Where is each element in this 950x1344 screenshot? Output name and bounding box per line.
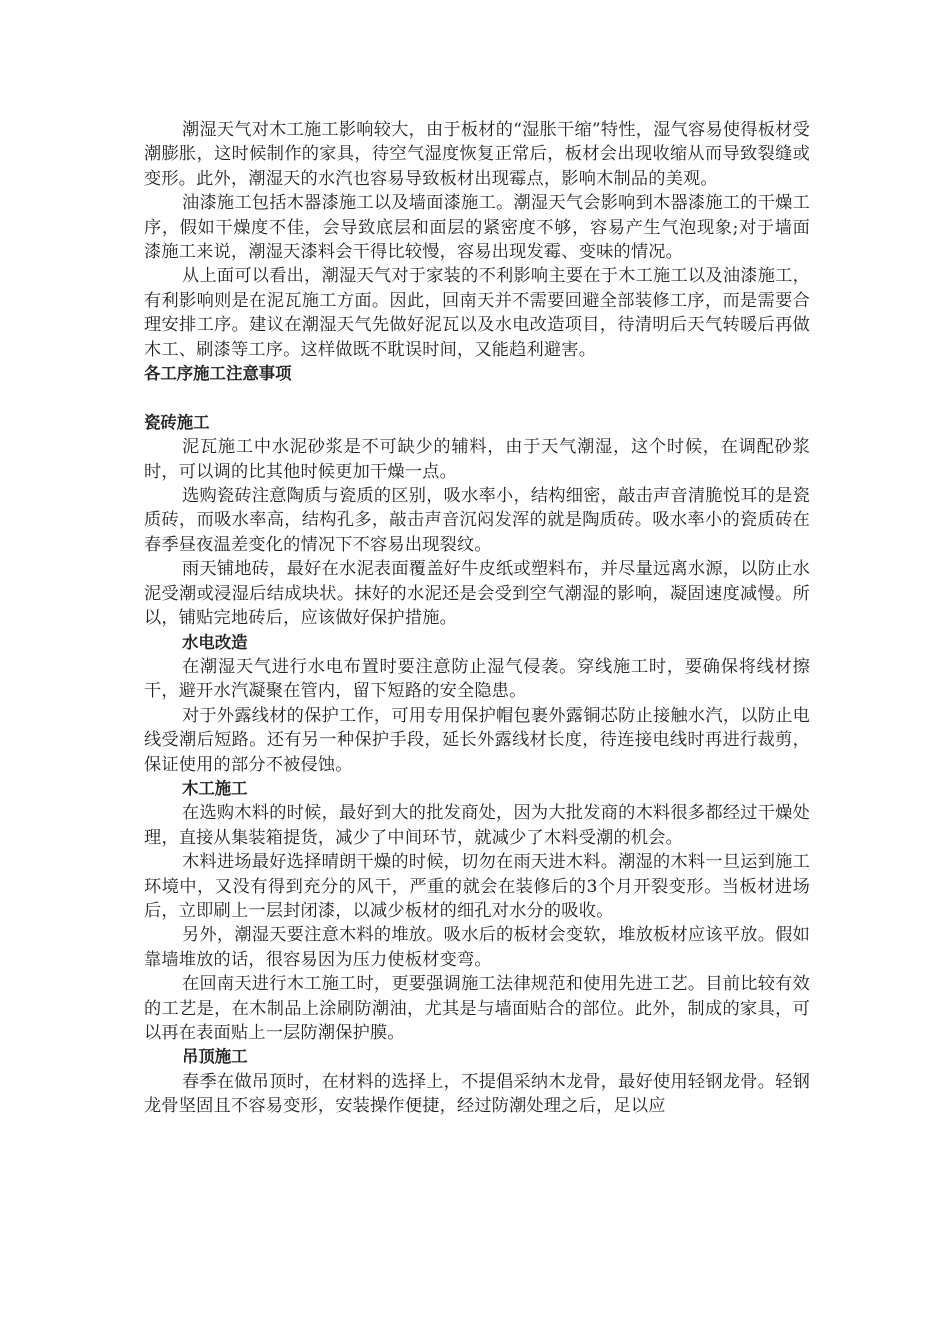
heading-carpentry: 木工施工 [182, 778, 248, 798]
paragraph: 另外，潮湿天要注意木料的堆放。吸水后的板材会变软，堆放板材应该平放。假如靠墙堆放的话，很容易因为压力使板材变弯。 [144, 925, 810, 970]
paragraph: 泥瓦施工中水泥砂浆是不可缺少的辅料，由于天气潮湿，这个时候，在调配砂浆时，可以调的比其他时候更加干燥一点。 [144, 437, 810, 482]
heading-plumbing: 水电改造 [182, 632, 248, 652]
paragraph: 在回南天进行木工施工时，更要强调施工法律规范和使用先进工艺。目前比较有效的工艺是，在木制品上涂刷防潮油，尤其是与墙面贴合的部位。此外，制成的家具，可以再在表面贴上一层防潮保护膜。 [144, 974, 810, 1044]
paragraph: 潮湿天气对木工施工影响较大，由于板材的“湿胀干缩”特性，湿气容易使得板材受潮膨胀，这时候制作的家具，待空气湿度恢复正常后，板材会出现收缩从而导致裂缝或变形。此外，潮湿天的水汽也容易导致板材出现霉点，影响木制品的美观。 [144, 120, 810, 189]
spacer [144, 386, 810, 410]
paragraph: 雨天铺地砖，最好在水泥表面覆盖好牛皮纸或塑料布，并尽量远离水源，以防止水泥受潮或浸湿后结成块状。抹好的水泥还是会受到空气潮湿的影响，凝固速度减慢。所以，铺贴完地砖后，应该做好保护措施。 [144, 559, 810, 629]
heading-tile: 瓷砖施工 [144, 412, 210, 432]
paragraph: 对于外露线材的保护工作，可用专用保护帽包裹外露铜芯防止接触水汽，以防止电线受潮后短路。还有另一种保护手段，延长外露线材长度，待连接电线时再进行裁剪，保证使用的部分不被侵蚀。 [144, 705, 810, 775]
paragraph: 木料进场最好选择晴朗干燥的时候，切勿在雨天进木料。潮湿的木料一旦运到施工环境中，又没有得到充分的风干，严重的就会在装修后的3个月开裂变形。当板材进场后，立即刷上一层封闭漆，以减少板材的细孔对水分的吸收。 [144, 852, 810, 921]
heading-ceiling: 吊顶施工 [182, 1047, 248, 1067]
paragraph: 油漆施工包括木器漆施工以及墙面漆施工。潮湿天气会影响到木器漆施工的干燥工序，假如干燥度不佳，会导致底层和面层的紧密度不够，容易产生气泡现象;对于墙面漆施工来说，潮湿天漆料会干得比较慢，容易出现发霉、变味的情况。 [144, 193, 810, 263]
paragraph: 在潮湿天气进行水电布置时要注意防止湿气侵袭。穿线施工时，要确保将线材擦干，避开水汽凝聚在管内，留下短路的安全隐患。 [144, 656, 810, 702]
document-page [144, 118, 810, 1119]
paragraph: 从上面可以看出，潮湿天气对于家装的不利影响主要在于木工施工以及油漆施工，有利影响则是在泥瓦施工方面。因此，回南天并不需要回避全部装修工序，而是需要合理安排工序。建议在潮湿天气先做好泥瓦以及水电改造项目，待清明后天气转暖后再做木工、刷漆等工序。这样做既不耽误时间，又能趋利避害。 [144, 266, 810, 360]
paragraph: 选购瓷砖注意陶质与瓷质的区别，吸水率小，结构细密，敲击声音清脆悦耳的是瓷质砖，而吸水率高，结构孔多，敲击声音沉闷发浑的就是陶质砖。吸水率小的瓷质砖在春季昼夜温差变化的情况下不容易出现裂纹。 [144, 486, 810, 555]
paragraph: 在选购木料的时候，最好到大的批发商处，因为大批发商的木料很多都经过干燥处理，直接从集装箱提货，减少了中间环节，就减少了木料受潮的机会。 [144, 803, 810, 848]
paragraph: 春季在做吊顶时，在材料的选择上，不提倡采纳木龙骨，最好使用轻钢龙骨。轻钢龙骨坚固且不容易变形，安装操作便捷，经过防潮处理之后，足以应 [144, 1071, 810, 1117]
section-title: 各工序施工注意事项 [144, 364, 292, 384]
